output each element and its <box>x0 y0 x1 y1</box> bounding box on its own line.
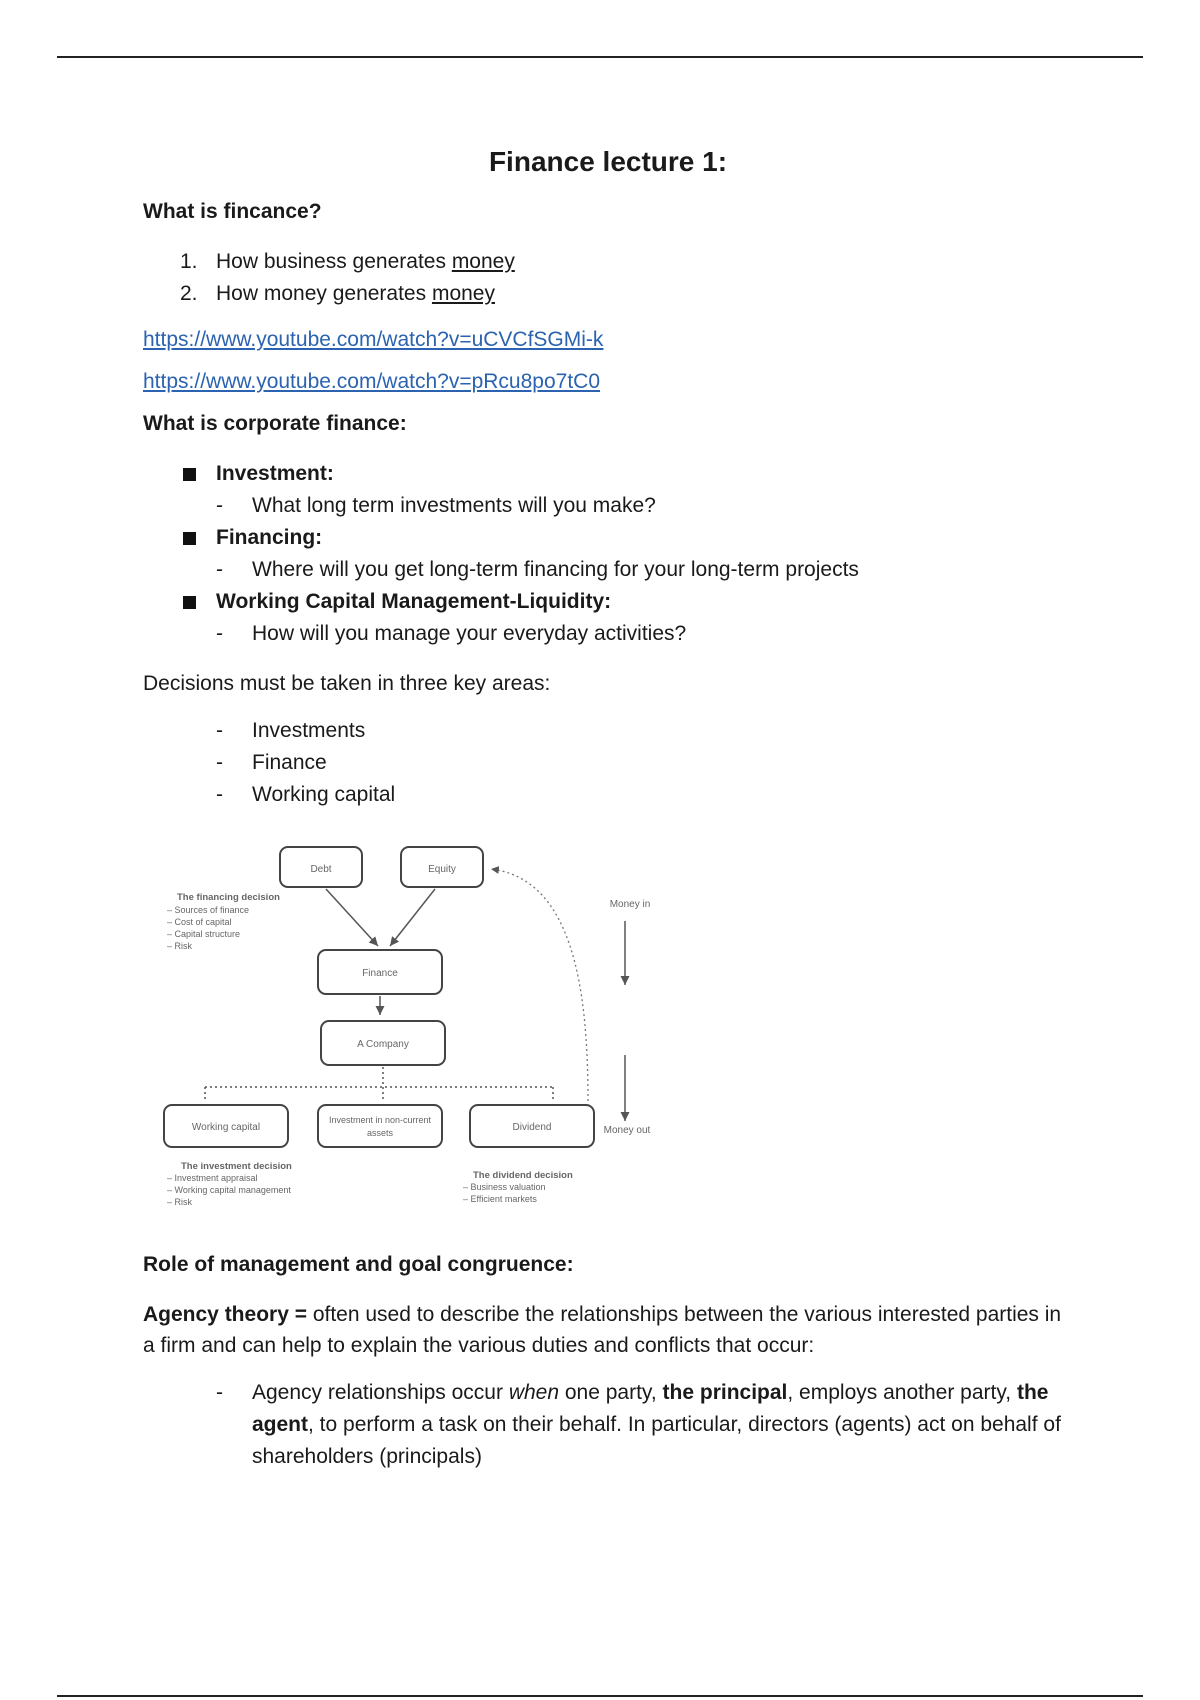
list-number: 1. <box>180 250 198 273</box>
money-in-label: Money in <box>609 899 651 910</box>
list-item <box>143 278 1063 310</box>
equity-arrow <box>390 889 435 946</box>
list-item: - Working capital <box>143 779 1063 811</box>
decisions-intro: Decisions must be taken in three key areas: <box>143 672 551 695</box>
dividend-label: Dividend <box>512 1122 552 1133</box>
debt-arrow <box>326 889 378 946</box>
investment-label-line2: assets <box>366 1128 394 1138</box>
sub-item: - What long term investments will you make? <box>143 490 1063 522</box>
square-bullet-icon <box>183 532 196 545</box>
money-out-label: Money out <box>603 1125 651 1136</box>
dash-bullet-icon: - <box>216 558 223 581</box>
dividend-return-arrow <box>491 869 588 1101</box>
dividend-item: – Efficient markets <box>463 1194 537 1204</box>
dash-bullet-icon: - <box>216 783 223 806</box>
square-bullet-icon <box>183 468 196 481</box>
numbered-list <box>143 246 1063 310</box>
square-bullet-icon <box>183 596 196 609</box>
investment-item: – Working capital management <box>167 1185 291 1195</box>
list-number: 2. <box>180 282 198 305</box>
dash-bullet-icon: - <box>216 1381 223 1404</box>
header-rule <box>57 56 1143 58</box>
dash-bullet-icon: - <box>216 494 223 517</box>
investment-label-line1: Investment in non-current <box>328 1115 432 1125</box>
list-item-working-capital: Working Capital Management-Liquidity: <box>143 586 1063 618</box>
financing-item: – Capital structure <box>167 929 241 939</box>
underlined-word: money <box>431 282 495 305</box>
company-label: A Company <box>357 1039 409 1050</box>
financing-item: – Sources of finance <box>167 905 250 915</box>
footer-rule <box>57 1695 1143 1697</box>
list-text: How business generates money <box>216 250 515 273</box>
document-body <box>143 140 1063 1473</box>
dividend-decision-title: The dividend decision <box>473 1170 573 1181</box>
sub-item: - Where will you get long-term financing for your long-term projects <box>143 554 1063 586</box>
section-heading-what-is-finance: What is fincance? <box>143 200 322 223</box>
dividend-item: – Business valuation <box>463 1182 546 1192</box>
list-item <box>143 246 1063 278</box>
debt-label: Debt <box>310 864 332 875</box>
list-item-financing: Financing: <box>143 522 1063 554</box>
equity-label: Equity <box>428 864 456 875</box>
dash-bullet-icon: - <box>216 719 223 742</box>
financing-item: – Risk <box>167 941 193 951</box>
investment-decision-title: The investment decision <box>181 1161 292 1172</box>
agency-theory-paragraph: Agency theory = often used to describe the relationships between the various interested parties in a firm and can help to explain the various duties and conflicts that occur: <box>143 1303 1062 1357</box>
finance-decisions-diagram <box>143 829 683 1229</box>
investment-item: – Investment appraisal <box>167 1173 258 1183</box>
investment-item: – Risk <box>167 1197 193 1207</box>
list-text: How money generates money <box>216 282 495 305</box>
decision-areas-list <box>143 715 1063 811</box>
corporate-finance-list <box>143 458 1063 650</box>
dash-bullet-icon: - <box>216 751 223 774</box>
sub-item: - How will you manage your everyday activities? <box>143 618 1063 650</box>
section-heading-role-of-management: Role of management and goal congruence: <box>143 1253 574 1276</box>
agency-theory-label: Agency theory = <box>143 1303 307 1326</box>
working-capital-label: Working capital <box>191 1122 261 1133</box>
investment-box <box>318 1105 442 1147</box>
finance-label: Finance <box>362 968 398 979</box>
list-item-investment: Investment: <box>143 458 1063 490</box>
section-heading-corporate-finance: What is corporate finance: <box>143 412 407 435</box>
youtube-link-2[interactable]: https://www.youtube.com/watch?v=pRcu8po7tC0 <box>143 370 600 393</box>
underlined-word: money <box>451 250 515 273</box>
financing-item: – Cost of capital <box>167 917 232 927</box>
list-item: - Finance <box>143 747 1063 779</box>
page-title: Finance lecture 1: <box>488 146 728 177</box>
agency-relationship-item: - Agency relationships occur when one party, the principal, employs another party, the agent, to perform a task on their behalf. In particular, directors (agents) act on behalf of shareholders (principals) <box>143 1377 1063 1473</box>
financing-decision-title: The financing decision <box>177 892 280 903</box>
dash-bullet-icon: - <box>216 622 223 645</box>
youtube-link-1[interactable]: https://www.youtube.com/watch?v=uCVCfSGMi-k <box>143 328 604 351</box>
list-item: - Investments <box>143 715 1063 747</box>
